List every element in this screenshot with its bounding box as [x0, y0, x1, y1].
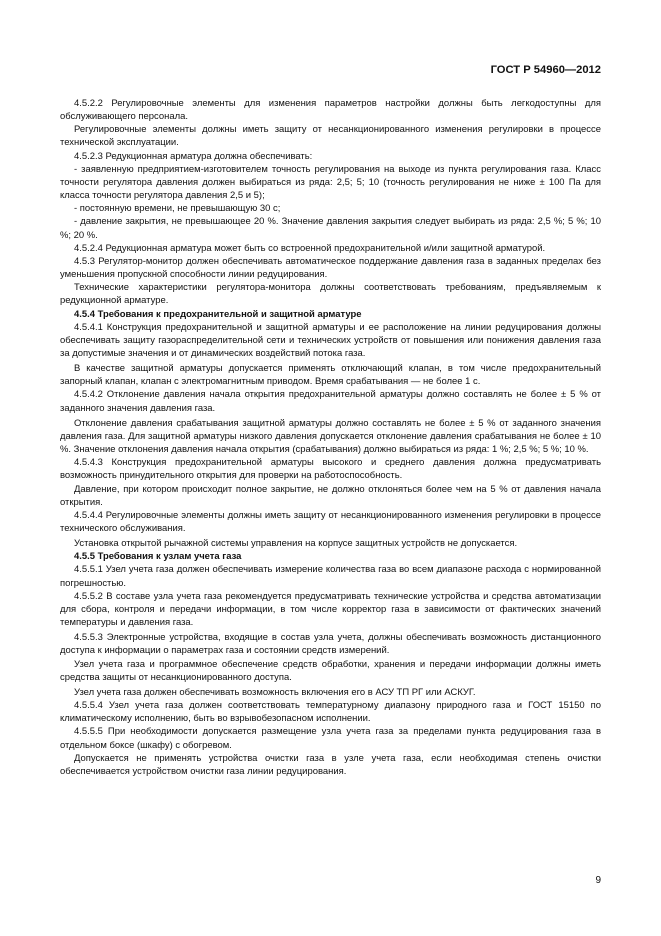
paragraph: В качестве защитной арматуры допускается применять отключающий клапан, в том числе предохранительный запорный клапан, клапан с электромагнитным приводом. Время срабатывания — не более 1 с.: [60, 363, 601, 388]
paragraph: 4.5.4.1 Конструкция предохранительной и защитной арматуры и ее расположение на линии редуцирования должны обеспечивать защиту газораспределительной сети и технических устройств от повышения или понижения давления газа за допустимые значения и от динамических воздействий потока газа.: [60, 321, 601, 359]
paragraph: 4.5.4.3 Конструкция предохранительной арматуры высокого и среднего давления должна предусматривать возможность принудительного открытия для проверки на работоспособность.: [60, 457, 601, 482]
list-item: - давление закрытия, не превышающее 20 %. Значение давления закрытия следует выбирать из ряда: 2,5 %; 5 %; 10 %; 20 %.: [60, 216, 601, 241]
list-item: - заявленную предприятием-изготовителем точность регулирования на выходе из пункта регулирования газа. Класс точности регулятора давления должен выбираться из ряда: 2,5; 5; 10 (точность регулирования не ниже ± 100 Па для класса точности регулятора давления 2,5 и 5);: [60, 163, 601, 202]
paragraph: 4.5.2.2 Регулировочные элементы для изменения параметров настройки должны быть легкодоступны для обслуживающего персонала.: [60, 98, 601, 123]
paragraph: 4.5.2.4 Редукционная арматура может быть со встроенной предохранительной и/или защитной арматурой.: [74, 242, 546, 254]
paragraph: Установка открытой рычажной системы управления на корпусе защитных устройств не допускается.: [74, 538, 518, 550]
document-body: [60, 97, 601, 778]
paragraph: 4.5.4.2 Отклонение давления начала открытия предохранительной арматуры должно составлять не более ± 5 % от заданного значения давления газа.: [60, 389, 601, 414]
paragraph: Узел учета газа и программное обеспечение средств обработки, хранения и передачи информации должны иметь средства защиты от несанкционированного доступа.: [60, 658, 601, 683]
paragraph: 4.5.2.3 Редукционная арматура должна обеспечивать:: [74, 150, 313, 162]
paragraph: 4.5.5.2 В составе узла учета газа рекомендуется предусматривать технические устройства и средства автоматизации для сбора, контроля и передачи информации, в том числе корректор газа в зависимости от фактических значений температуры и давления газа.: [60, 590, 601, 629]
paragraph: 4.5.4.4 Регулировочные элементы должны иметь защиту от несанкционированного изменения регулировки в процессе технического обслуживания.: [60, 509, 601, 534]
paragraph: Технические характеристики регулятора-монитора должны соответствовать требованиям, предъявляемым к редукционной арматуре.: [60, 282, 601, 307]
paragraph: Узел учета газа должен обеспечивать возможность включения его в АСУ ТП РГ или АСКУГ.: [74, 686, 476, 698]
paragraph: 4.5.5.3 Электронные устройства, входящие в состав узла учета, должны обеспечивать возможность дистанционного доступа к информации о параметрах газа и состоянии средств измерений.: [60, 632, 601, 657]
paragraph: 4.5.5.4 Узел учета газа должен соответствовать температурному диапазону природного газа и ГОСТ 15150 по климатическому исполнению, быть во взрывобезопасном исполнении.: [60, 700, 601, 725]
list-item: - постоянную времени, не превышающую 30 с;: [74, 203, 281, 215]
paragraph: Допускается не применять устройства очистки газа в узле учета газа, если необходимая степень очистки обеспечивается устройством очистки газа линии редуцирования.: [60, 752, 601, 777]
document-header: ГОСТ Р 54960—2012: [490, 64, 601, 76]
section-heading: 4.5.5 Требования к узлам учета газа: [74, 551, 242, 563]
paragraph: 4.5.5.5 При необходимости допускается размещение узла учета газа за пределами пункта редуцирования газа в отдельном боксе (шкафу) с обогревом.: [60, 726, 601, 751]
section-heading: 4.5.4 Требования к предохранительной и защитной арматуре: [74, 308, 362, 320]
paragraph: Давление, при котором происходит полное закрытие, не должно отклоняться более чем на 5 % от давления начала открытия.: [60, 483, 601, 508]
paragraph: Отклонение давления срабатывания защитной арматуры должно составлять не более ± 5 % от заданного значения давления газа. Для защитной арматуры низкого давления допускается отклонение давления срабатывания не более ± 10 %. Значение отклонения давления начала открытия (срабатывания) должно выбираться из ряда: 1 %; 2,5 %; 5 %; 10 %.: [60, 417, 601, 456]
paragraph: 4.5.3 Регулятор-монитор должен обеспечивать автоматическое поддержание давления газа в заданных пределах без уменьшения пропускной способности линии редуцирования.: [60, 255, 601, 281]
paragraph: Регулировочные элементы должны иметь защиту от несанкционированного изменения регулировки в процессе технической эксплуатации.: [60, 124, 601, 149]
paragraph: 4.5.5.1 Узел учета газа должен обеспечивать измерение количества газа во всем диапазоне расхода с нормированной погрешностью.: [60, 564, 601, 589]
page-number: 9: [595, 875, 601, 886]
